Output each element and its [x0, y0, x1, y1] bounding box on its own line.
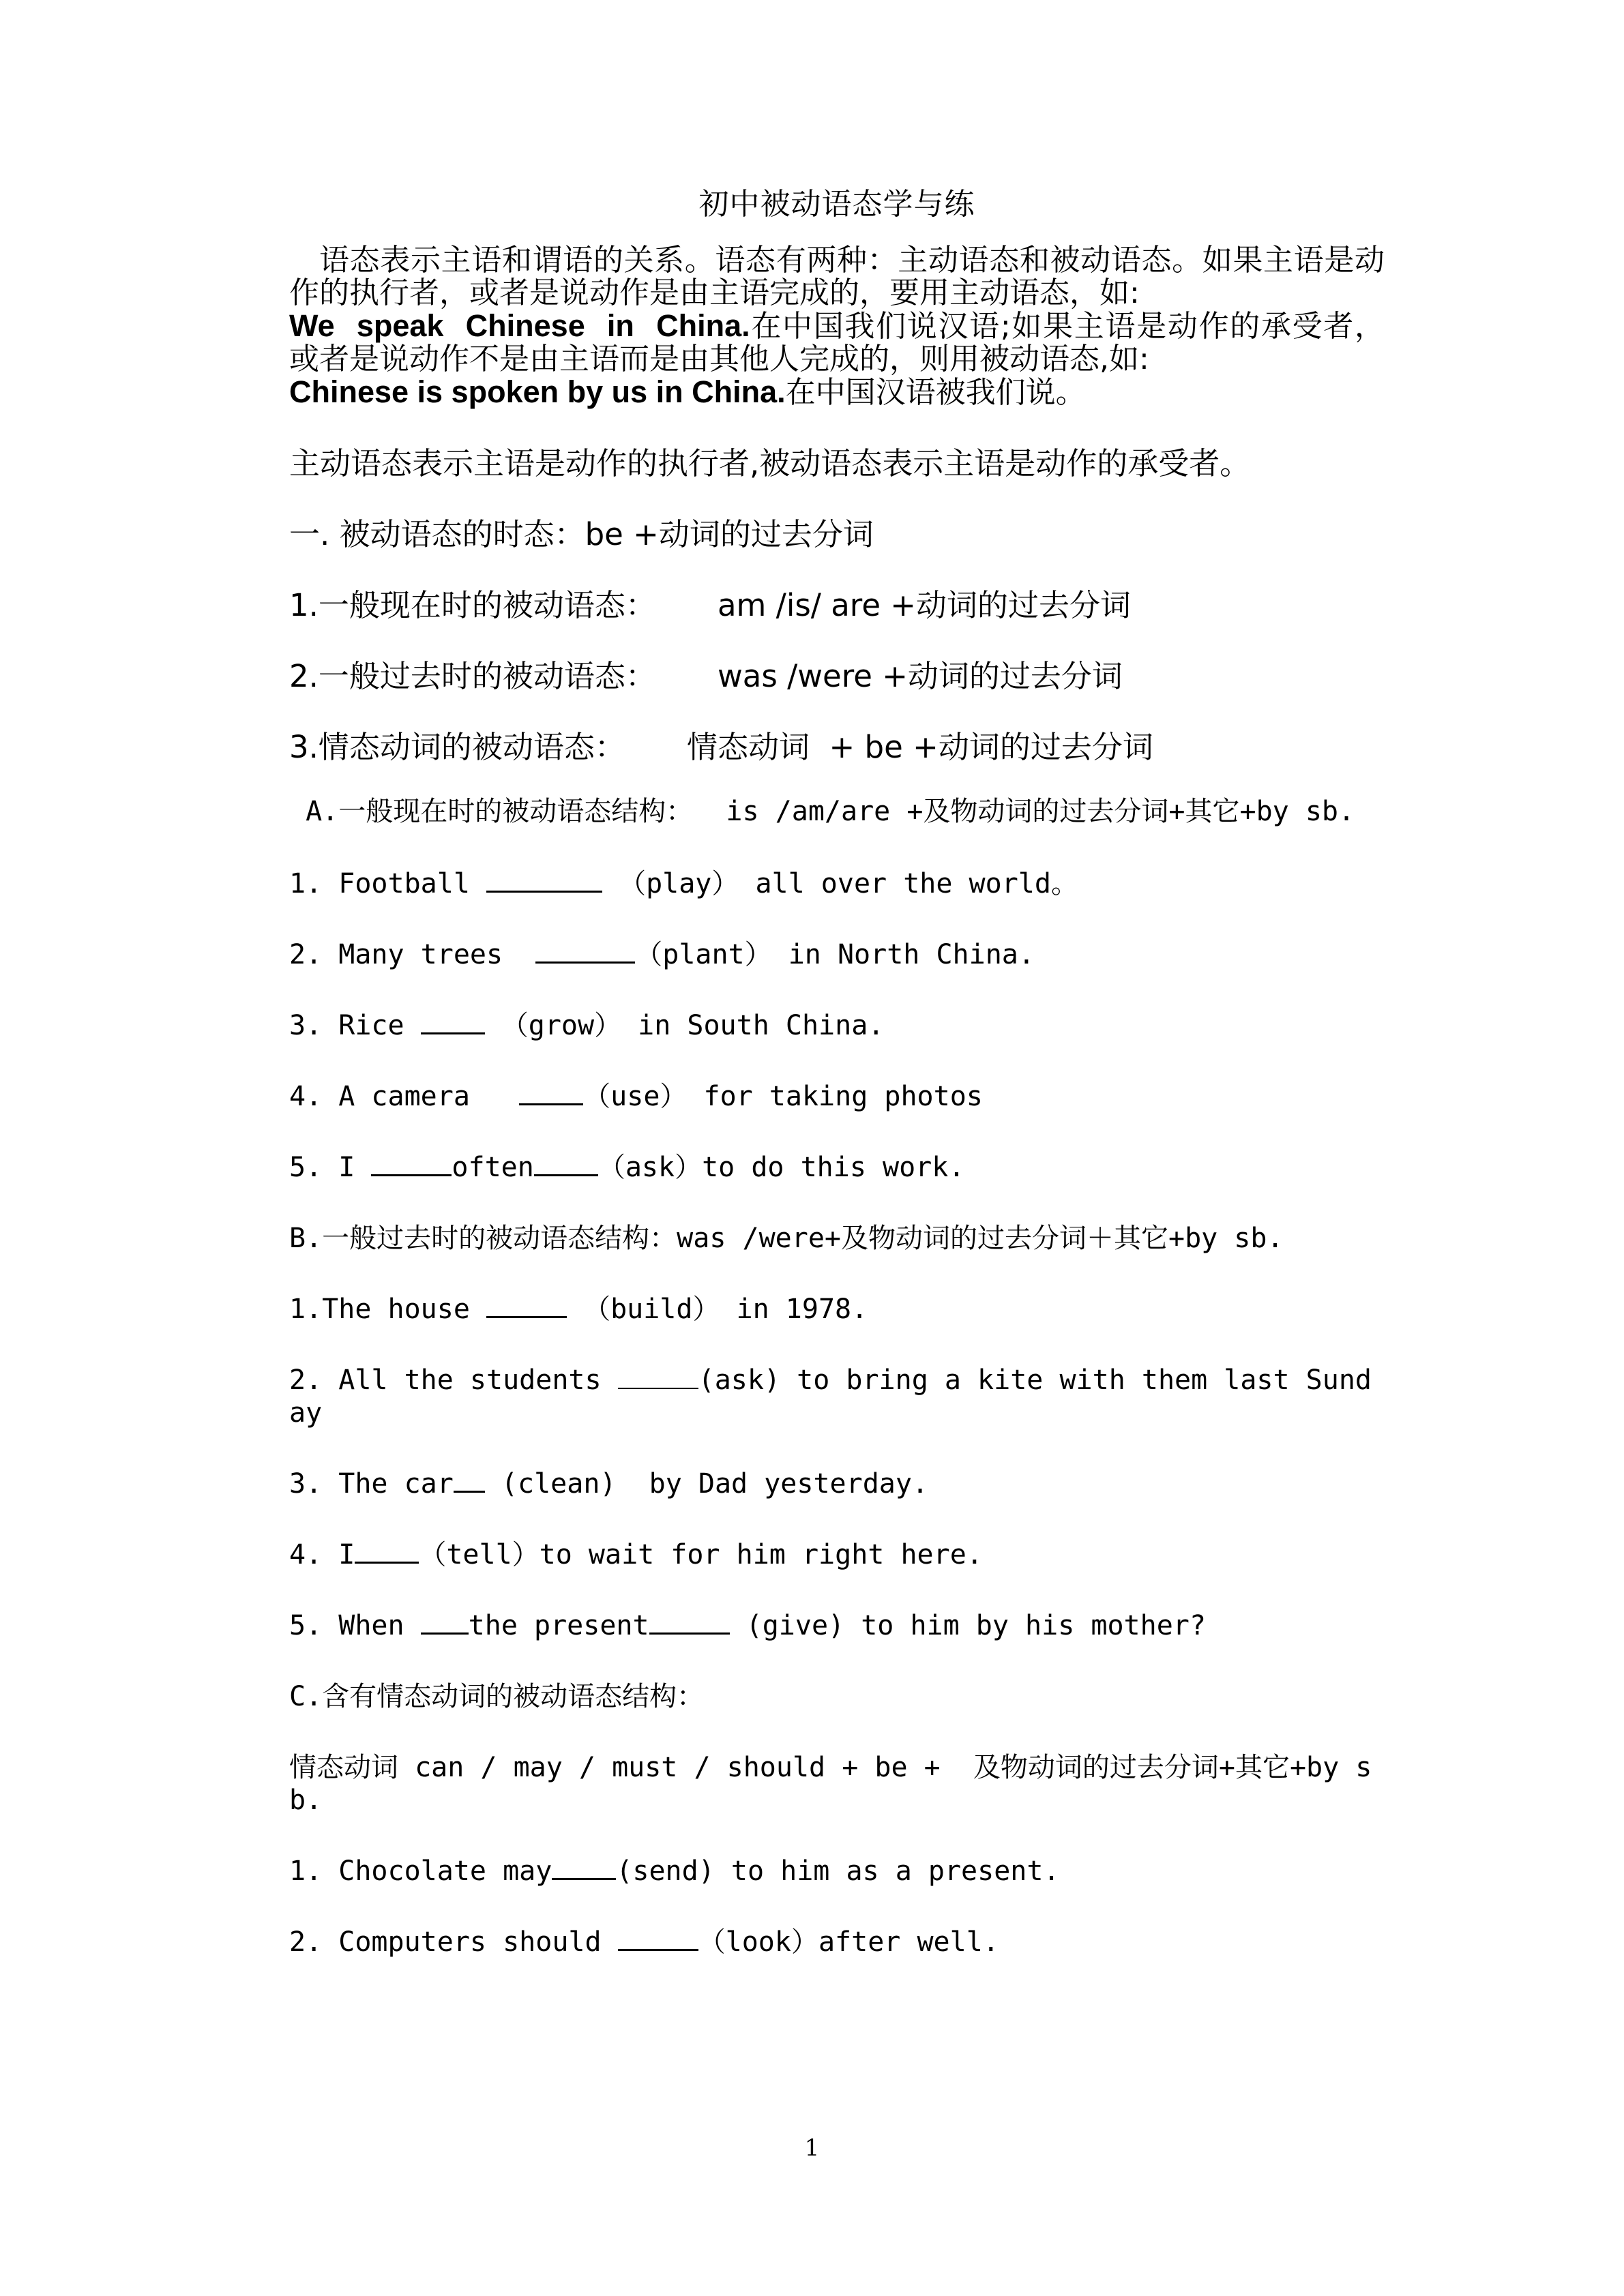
answer-blank[interactable]	[486, 890, 602, 893]
answer-blank[interactable]	[519, 1103, 583, 1105]
exercise-item	[289, 1151, 1385, 1184]
exercise-prompt: 2. Many trees	[289, 939, 536, 970]
exercise-rest: （ask）to do this work.	[597, 1152, 965, 1183]
rule-present	[289, 585, 1385, 626]
exercise-rest: （grow） in South China.	[484, 1010, 885, 1041]
partA-heading: A.一般现在时的被动语态结构： is /am/are +及物动词的过去分词+其它+by sb.	[289, 796, 1355, 827]
exercise-rest: （use） for taking photos	[583, 1081, 983, 1112]
exercise-rest: （build） in 1978.	[566, 1294, 868, 1325]
exercise-prompt: 5. When	[289, 1610, 421, 1641]
answer-blank[interactable]	[618, 1948, 698, 1951]
answer-blank[interactable]	[355, 1561, 419, 1564]
exercise-prompt: 4. A camera	[289, 1081, 520, 1112]
answer-blank[interactable]	[371, 1174, 452, 1176]
answer-blank[interactable]	[535, 961, 635, 964]
exercise-prompt: 3. The car	[289, 1468, 454, 1500]
exercise-item	[289, 1364, 1385, 1429]
exercise-prompt: 5. I	[289, 1152, 372, 1183]
rule-formula: was /were +动词的过去分词	[717, 658, 1123, 694]
exercise-item	[289, 1926, 1385, 1958]
exercise-item	[289, 1855, 1385, 1888]
rule-label: 1.一般现在时的被动语态：	[289, 587, 656, 623]
rule-label: 3.情态动词的被动语态：	[289, 729, 625, 765]
exercise-prompt: 1. Chocolate may	[289, 1855, 552, 1887]
exercise-item	[289, 938, 1385, 971]
answer-blank[interactable]	[534, 1174, 598, 1176]
exercise-rest: （play） all over the world。	[602, 868, 1078, 899]
exercise-item	[289, 1467, 1385, 1500]
exercise-prompt: 4. I	[289, 1539, 355, 1570]
partC-heading: C.含有情态动词的被动语态结构：	[289, 1681, 705, 1712]
intro-text-c: 在中国汉语被我们说。	[785, 375, 1086, 410]
partB-heading: B.一般过去时的被动语态结构：was /were+及物动词的过去分词＋其它+by sb.	[289, 1223, 1284, 1254]
intro-example-active: We speak Chinese in China.	[289, 308, 750, 343]
exercise-item	[289, 867, 1385, 900]
partC-structure: 情态动词 can / may / must / should + be + 及物动词的过去分词+其它+by sb.	[289, 1752, 1372, 1816]
exercise-prompt: 1. Football	[289, 868, 486, 899]
exercise-rest: (ask) to bring a kite with them last Sunday	[289, 1365, 1372, 1429]
summary-line: 主动语态表示主语是动作的执行者,被动语态表示主语是动作的承受者。	[289, 445, 1251, 481]
exercise-rest: often	[452, 1152, 534, 1183]
exercise-prompt: 3. Rice	[289, 1010, 421, 1041]
exercise-rest: （look）after well.	[698, 1926, 999, 1958]
answer-blank[interactable]	[486, 1315, 567, 1318]
answer-blank[interactable]	[649, 1632, 730, 1635]
document-title: 初中被动语态学与练	[698, 187, 975, 222]
intro-text-a: 语态表示主语和谓语的关系。语态有两种：主动语态和被动语态。如果主语是动作的执行者，或者是说动作是由主语完成的，要用主动语态，如:	[289, 243, 1385, 310]
exercise-rest: (clean) by Dad yesterday.	[484, 1468, 929, 1500]
intro-text-b: 在中国我们说汉语;如果主语是动作的承受者，或者是说动作不是由主语而是由其他人完成的，则用被动语态,如:	[289, 309, 1385, 376]
exercise-prompt: 2. Computers should	[289, 1926, 618, 1958]
exercise-item	[289, 1080, 1385, 1113]
answer-blank[interactable]	[421, 1632, 469, 1635]
intro-example-passive: Chinese is spoken by us in China.	[289, 374, 786, 409]
rule-past	[289, 656, 1385, 697]
exercise-rest: (send) to him as a present.	[616, 1855, 1060, 1887]
answer-blank[interactable]	[618, 1387, 698, 1389]
answer-blank[interactable]	[454, 1490, 485, 1493]
exercise-prompt: 2. All the students	[289, 1365, 618, 1396]
exercise-rest: （plant） in North China.	[635, 939, 1035, 970]
section1-heading: 一. 被动语态的时态：be +动词的过去分词	[289, 516, 874, 552]
exercise-item	[289, 1609, 1385, 1642]
exercise-rest: （tell）to wait for him right here.	[419, 1539, 983, 1570]
rule-formula: am /is/ are +动词的过去分词	[717, 587, 1132, 623]
rule-modal	[289, 727, 1385, 768]
answer-blank[interactable]	[552, 1877, 616, 1880]
exercise-rest: (give) to him by his mother?	[729, 1610, 1206, 1641]
exercise-prompt: 1.The house	[289, 1294, 486, 1325]
exercise-item	[289, 1538, 1385, 1571]
page-number: 1	[804, 2134, 820, 2162]
rule-label: 2.一般过去时的被动语态：	[289, 658, 656, 694]
intro-paragraph	[289, 244, 1385, 409]
answer-blank[interactable]	[421, 1032, 485, 1034]
document-page	[289, 184, 1385, 1958]
exercise-item	[289, 1009, 1385, 1042]
rule-formula: 情态动词 + be +动词的过去分词	[686, 729, 1153, 765]
exercise-rest: the present	[468, 1610, 649, 1641]
exercise-item	[289, 1293, 1385, 1326]
